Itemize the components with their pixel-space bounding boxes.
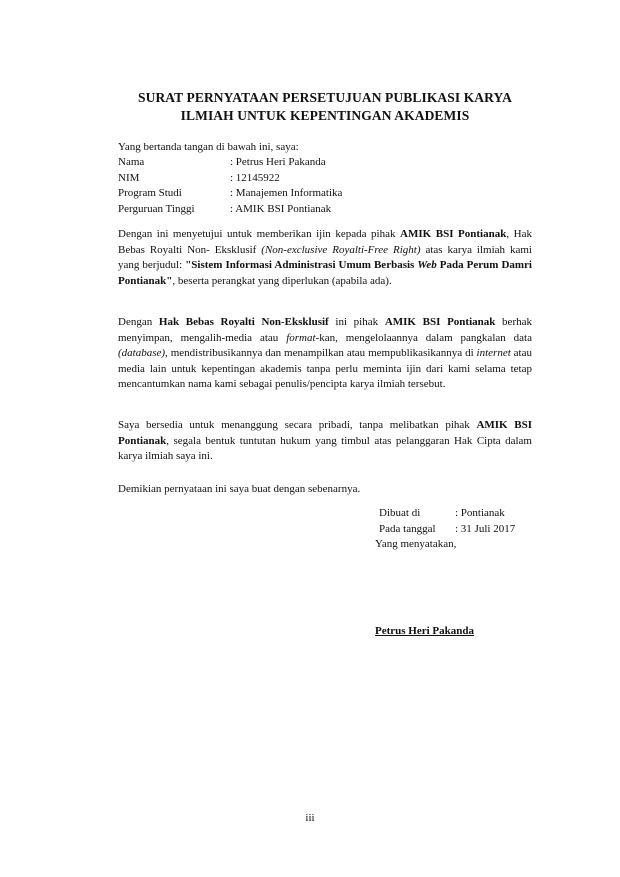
identity-value: : Manajemen Informatika	[230, 187, 343, 200]
page-number: iii	[305, 812, 315, 824]
p2-text: -kan, mengelolaannya dalam pangkalan data	[315, 331, 532, 344]
p1-english-term: (Non-exclusive Royalti-Free Right)	[261, 243, 421, 256]
title-line-2: ILMIAH UNTUK KEPENTINGAN AKADEMIS	[180, 108, 470, 123]
identity-row-nim	[118, 171, 342, 187]
identity-label: Perguruan Tinggi	[118, 202, 195, 215]
identity-label: Nama	[118, 156, 145, 168]
title-line-1: SURAT PERNYATAAN PERSETUJUAN PUBLIKASI KARYA	[138, 90, 512, 105]
document-title	[110, 89, 540, 125]
date-row	[375, 522, 515, 538]
p1-text: atas karya ilmiah kami yang berjudul:	[118, 243, 532, 272]
identity-row-institution	[118, 202, 342, 218]
place-row	[375, 506, 515, 522]
p2-text: atau media lain untuk kepentingan akademis tanpa perlu meminta ijin dari kami selama tetap mencantumkan nama kami sebagai penulis/pencipta karya ilmiah tersebut.	[118, 347, 532, 391]
paragraph-closing-statement: Demikian pernyataan ini saya buat dengan sebenarnya.	[118, 483, 361, 495]
p1-thesis-title-end: Pada Perum Damri Pontianak"	[118, 259, 532, 287]
p2-institution: AMIK BSI Pontianak	[384, 316, 496, 328]
p3-text: Saya bersedia untuk menanggung secara pribadi, tanpa melibatkan pihak	[118, 419, 477, 431]
p1-institution: AMIK BSI Pontianak	[400, 228, 507, 240]
identity-label: NIM	[118, 171, 140, 184]
place-date-block	[375, 506, 515, 553]
paragraph-consent	[118, 227, 532, 289]
paragraph-rights	[118, 315, 532, 393]
place-label: Dibuat di	[379, 507, 421, 519]
p2-italic-internet: internet	[476, 347, 511, 360]
p2-italic-format: format	[286, 331, 316, 344]
identity-value: : Petrus Heri Pakanda	[230, 156, 326, 168]
p2-text: berhak menyimpan, mengalih-media atau	[118, 316, 532, 344]
p3-institution: AMIK BSI Pontianak	[118, 419, 533, 447]
p1-text: , beserta perangkat yang diperlukan (apabila ada).	[172, 274, 392, 287]
p1-text: , Hak Bebas Royalti Non- Eksklusif	[118, 228, 532, 256]
intro-text: Yang bertanda tangan di bawah ini, saya:	[118, 141, 299, 153]
p2-italic-database: (database)	[118, 347, 166, 360]
p2-rights-term: Hak Bebas Royalti Non-Eksklusif	[158, 316, 329, 328]
closing-text: Yang menyatakan,	[375, 538, 457, 551]
signatory-name: Petrus Heri Pakanda	[375, 625, 474, 637]
p3-text: , segala bentuk tuntutan hukum yang timbul atas pelanggaran Hak Cipta dalam karya ilmiah saya ini.	[118, 434, 532, 463]
identity-label: Program Studi	[118, 187, 182, 200]
p2-text: Dengan	[118, 316, 159, 328]
identity-row-name	[118, 155, 342, 171]
date-label: Pada tanggal	[379, 522, 436, 535]
place-value: : Pontianak	[455, 507, 505, 519]
identity-value: : 12145922	[230, 171, 280, 184]
paragraph-liability	[118, 418, 532, 465]
p1-thesis-title: "Sistem Informasi Administrasi Umum Berbasis	[185, 259, 418, 272]
identity-table	[118, 155, 342, 217]
identity-value: : AMIK BSI Pontianak	[230, 202, 332, 215]
p2-text: ini pihak	[328, 316, 385, 328]
p2-text: , mendistribusikannya dan menampilkan atau mempublikasikannya di	[165, 347, 477, 360]
p1-thesis-title-italic: Web	[417, 259, 437, 272]
date-value: : 31 Juli 2017	[455, 522, 516, 535]
p1-text: Dengan ini menyetujui untuk memberikan ijin kepada pihak	[118, 228, 401, 240]
identity-row-program	[118, 186, 342, 202]
